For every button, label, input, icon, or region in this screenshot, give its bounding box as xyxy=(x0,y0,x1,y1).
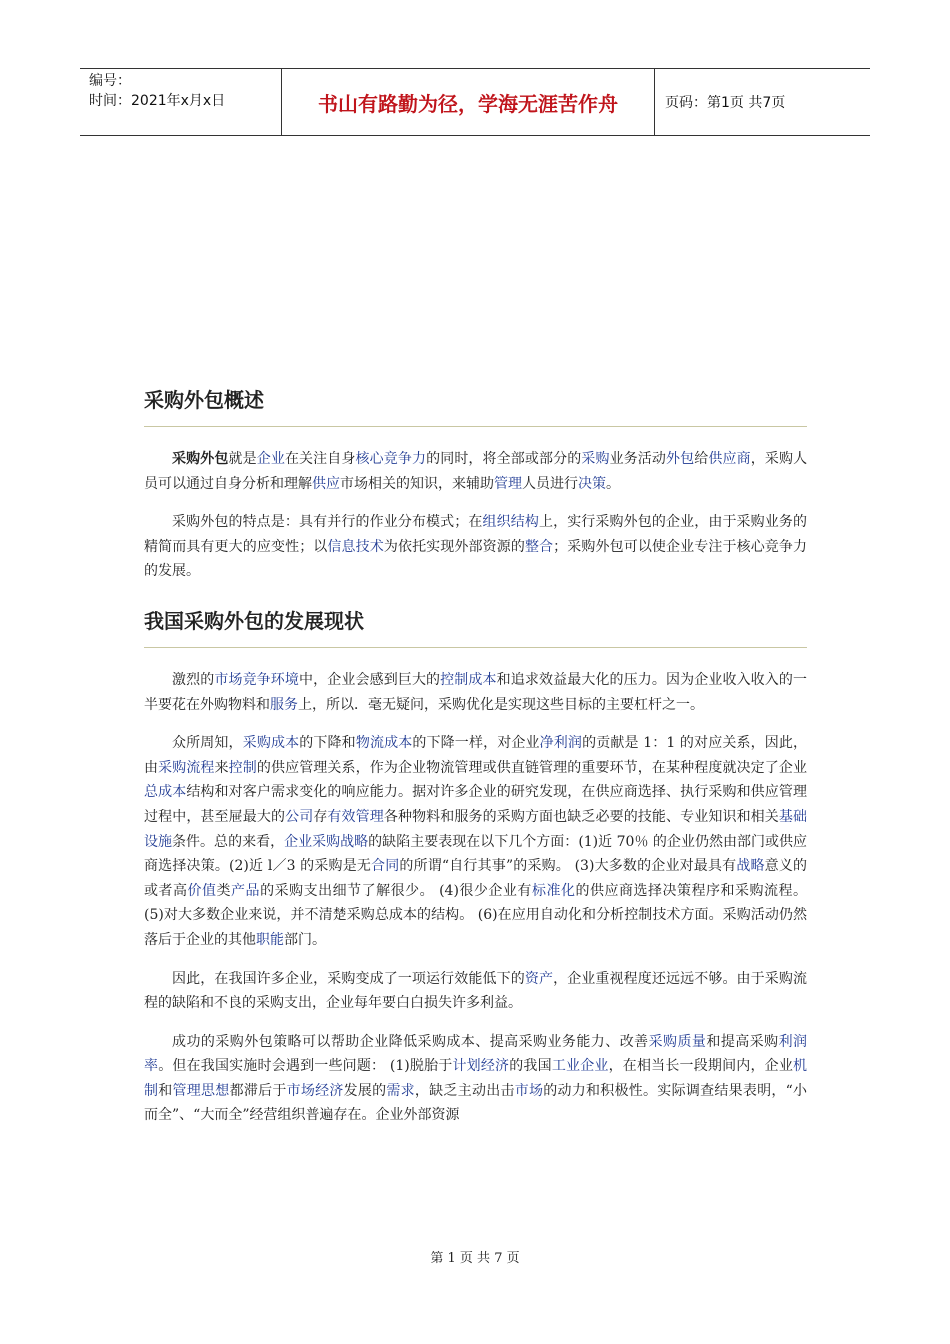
page-footer: 第 1 页 共 7 页 xyxy=(430,1251,520,1266)
term-link[interactable]: 计划经济 xyxy=(452,1058,510,1075)
paragraph: 成功的采购外包策略可以帮助企业降低采购成本、提高采购业务能力、改善采购质量和提高采购利润率。但在我国实施时会遇到一些问题： (1)脱胎于计划经济的我国工业企业，在相当长一段期间内，企业机制和管理思想都滞后于市场经济发展的需求，缺乏主动出击市场的动力和积极性。实际调查结果表明，“小而全”、“大而全”经营组织普遍存在。企业外部资源 xyxy=(144,1033,808,1124)
document-header xyxy=(80,68,870,136)
term-link[interactable]: 公司 xyxy=(285,808,314,825)
term-link[interactable]: 标准化 xyxy=(531,882,576,899)
term-link[interactable]: 采购质量 xyxy=(648,1033,707,1050)
term-link[interactable]: 管理 xyxy=(494,475,522,492)
number-label: 编号： xyxy=(89,73,131,89)
term-link[interactable]: 资产 xyxy=(524,970,554,987)
paragraph: 因此，在我国许多企业，采购变成了一项运行效能低下的资产，企业重视程度还远远不够。由于采购流程的缺陷和不良的采购支出，企业每年要白白损失许多利益。 xyxy=(144,970,808,1012)
term-link[interactable]: 产品 xyxy=(231,882,261,899)
section-title: 我国采购外包的发展现状 xyxy=(144,606,807,648)
term-link[interactable]: 合同 xyxy=(371,858,400,875)
term-link[interactable]: 整合 xyxy=(524,538,554,555)
term-link[interactable]: 机制 xyxy=(144,1058,808,1099)
term-link[interactable]: 战略 xyxy=(736,858,765,875)
term-link[interactable]: 基础设施 xyxy=(144,808,808,850)
paragraph: 采购外包就是企业在关注自身核心竞争力的同时，将全部或部分的采购业务活动外包给供应商，采购人员可以通过自身分析和理解供应市场相关的知识，来辅助管理人员进行决策。 xyxy=(144,451,808,492)
term-link[interactable]: 采购流程 xyxy=(158,759,215,776)
term-link[interactable]: 市场 xyxy=(514,1082,544,1099)
term-link[interactable]: 外包 xyxy=(666,451,695,467)
term-link[interactable]: 净利润 xyxy=(539,735,583,752)
term-link[interactable]: 价值 xyxy=(187,882,217,899)
paragraph: 激烈的市场竞争环境中，企业会感到巨大的控制成本和追求效益最大化的压力。因为企业收入收入的一半要花在外购物料和服务上，所以．毫无疑问，采购优化是实现这些目标的主要杠杆之一。 xyxy=(144,671,808,713)
term-link[interactable]: 市场经济 xyxy=(286,1082,344,1099)
time-label: 时间：2021年x月x日 xyxy=(89,93,226,109)
header-page-code: 页码：第1页 共7页 xyxy=(665,95,786,111)
term-link[interactable]: 供应商 xyxy=(708,451,751,467)
term-link[interactable]: 决策 xyxy=(578,475,606,492)
term-link[interactable]: 供应 xyxy=(312,475,340,492)
document-body xyxy=(144,385,807,1128)
section-status xyxy=(144,606,807,1128)
term-link[interactable]: 有效管理 xyxy=(327,808,384,825)
section-title: 采购外包概述 xyxy=(144,385,807,427)
term-link[interactable]: 市场竞争环境 xyxy=(214,671,300,688)
term-link[interactable]: 管理思想 xyxy=(172,1082,230,1099)
term-link[interactable]: 核心竞争力 xyxy=(355,451,427,467)
term-link[interactable]: 采购成本 xyxy=(242,735,300,752)
term-link[interactable]: 企业采购战略 xyxy=(284,833,369,850)
term-link[interactable]: 总成本 xyxy=(144,784,187,801)
term-link[interactable]: 工业企业 xyxy=(551,1058,609,1075)
header-meta xyxy=(80,69,282,135)
term-link[interactable]: 服务 xyxy=(270,696,298,713)
term-link[interactable]: 控制成本 xyxy=(440,671,497,688)
section-overview xyxy=(144,385,807,584)
term-link[interactable]: 采购 xyxy=(581,451,610,467)
paragraph: 众所周知，采购成本的下降和物流成本的下降一样，对企业净利润的贡献是 1：1 的对应关系，因此，由采购流程来控制的供应管理关系，作为企业物流管理或供直链管理的重要环节，在某种程度就决定了企业总成本结构和对客户需求变化的响应能力。据对许多企业的研究发现，在供应商选择、执行采购和供应管理过程中，甚至屉最大的公司存有效管理各种物料和服务的采购方面也缺乏必要的技能、专业知识和相关基础设施条件。总的来看，企业采购战略的缺陷主要表现在以下几个方面：(1)近 70％ 的企业仍然由部门或供应商选择决策。(2)近 l／3 的采购是无合同的所谓“自行其事”的采购。 (3)大多数的企业对最具有战略意义的或者高价值类产品的采购支出细节了解很少。 (4)很少企业有标准化的供应商选择决策程序和采购流程。 (5)对大多数企业来说，并不清楚采购总成本的结构。 (6)在应用自动化和分析控制技术方面。采购活动仍然落后于企业的其他职能部门。 xyxy=(144,735,808,948)
bold-term: 采购外包 xyxy=(172,451,229,467)
term-link[interactable]: 控制 xyxy=(228,759,257,776)
term-link[interactable]: 企业 xyxy=(256,451,285,467)
term-link[interactable]: 组织结构 xyxy=(482,514,539,531)
paragraph: 采购外包的特点是：具有并行的作业分布模式；在组织结构上，实行采购外包的企业，由于采购业务的精简而具有更大的应变性；以信息技术为依托实现外部资源的整合；采购外包可以使企业专注于核心竞争力的发展。 xyxy=(144,514,808,580)
term-link[interactable]: 职能 xyxy=(256,931,284,948)
header-motto: 书山有路勤为径，学海无涯苦作舟 xyxy=(282,69,655,135)
term-link[interactable]: 需求 xyxy=(386,1082,415,1099)
term-link[interactable]: 利润率 xyxy=(144,1033,808,1075)
term-link[interactable]: 信息技术 xyxy=(327,538,384,555)
term-link[interactable]: 物流成本 xyxy=(355,735,413,752)
